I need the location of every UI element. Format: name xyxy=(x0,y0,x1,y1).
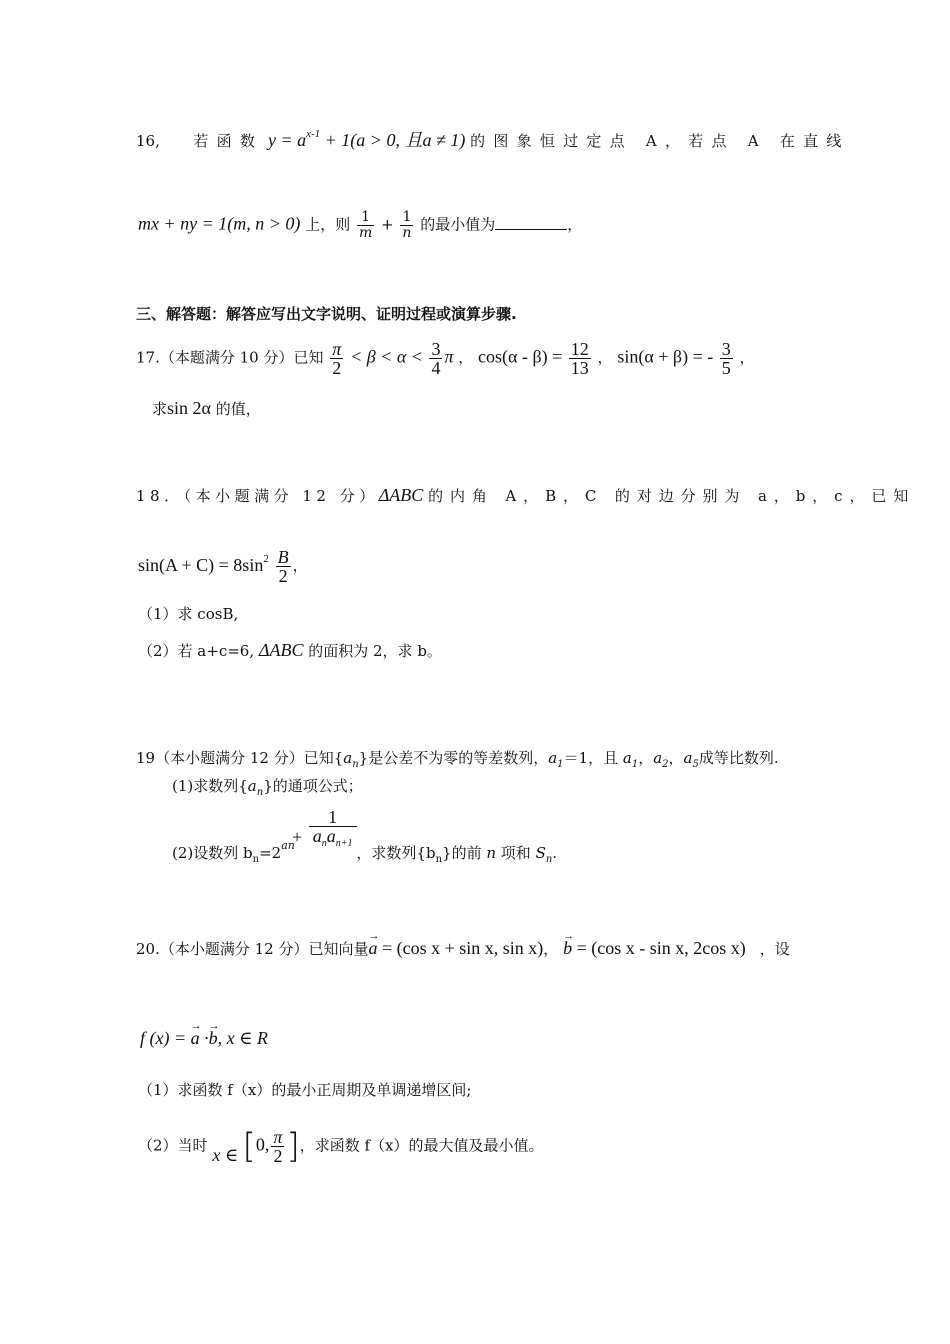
q20-part2 xyxy=(138,1128,544,1165)
q17-line2 xyxy=(152,398,261,419)
q17-sep3: ， xyxy=(739,348,755,367)
q17-ask-expression: sin 2α xyxy=(167,398,211,418)
q20-vector-a: → a xyxy=(368,938,377,958)
q20-zero: 0, xyxy=(255,1134,270,1155)
q18-text1: 的内角 A，B，C 的对边分别为 a，b，c，已知 xyxy=(428,487,916,505)
q17-frac-3-4: $\frac{3}{4}$ xyxy=(431,339,441,378)
q19-a1-second: $a_1$ xyxy=(622,749,639,770)
q19-part2-end: 项和 xyxy=(496,844,536,862)
q19-part1-pre: (1)求数列{ xyxy=(172,777,248,795)
q20-line1 xyxy=(136,938,790,959)
q16-answer-blank xyxy=(495,215,567,230)
q20-sep: ， xyxy=(543,940,559,958)
q17-sep2: ， xyxy=(597,348,613,367)
q19-text2: 成等比数列. xyxy=(698,749,779,767)
q16-number: 16, xyxy=(136,132,160,150)
q19-comma2: ， xyxy=(668,749,684,767)
q17-sep1: ， xyxy=(458,348,474,367)
q19-a2: $a_2$ xyxy=(653,749,669,770)
q18-part2-pre: （2）若 a+c=6, xyxy=(138,642,255,660)
q19-line1 xyxy=(136,748,779,771)
q16-text1: 的图象恒过定点 A，若点 A 在直线 xyxy=(470,132,850,150)
q20-x-in: x ∈ xyxy=(212,1144,243,1165)
q20-set: ，设 xyxy=(759,940,790,958)
q20-function-def xyxy=(140,1028,268,1048)
q19-head: 19（本小题满分 12 分）已知{ xyxy=(136,749,344,767)
q19-sn: $S_n$ xyxy=(535,844,553,865)
q19-part1-post: }的通项公式； xyxy=(263,777,363,795)
q18-part2-triangle: ΔABC xyxy=(258,640,304,660)
q19-exp: an xyxy=(281,839,295,852)
q17-inequality: < β < α < xyxy=(350,346,428,367)
q19-text1: }是公差不为零的等差数列， xyxy=(358,749,549,767)
q16-function: $y = a^{x-1} + 1(a > 0$, 且a ≠ 1) xyxy=(267,128,466,150)
q19-part2-n: n xyxy=(486,844,497,862)
q16-end: ， xyxy=(567,215,583,234)
q19-fraction-body: $\frac{1}{a_na_{n+1}}$ xyxy=(309,808,357,849)
q20-bracket-right: ] xyxy=(286,1126,300,1167)
q20-f-vector-b: → b xyxy=(209,1028,218,1048)
q19-part1-an: $a_n$ xyxy=(247,777,264,798)
q17-ask-pre: 求 xyxy=(152,400,168,418)
q18-equation: $\sin(A + C) = 8\sin^2$ xyxy=(138,552,269,575)
q17-cos-expression: cos(α - β) = xyxy=(478,346,567,367)
q17-head: 17.（本题满分 10 分）已知 xyxy=(136,348,324,367)
q16-line-equation: mx + ny = 1(m, n > 0) xyxy=(138,213,301,234)
q18-part2 xyxy=(138,640,442,661)
q20-vector-a-def: = (cos x + sin x, sin x) xyxy=(377,938,544,958)
q18-equation-line xyxy=(138,548,308,585)
q20-f-pre: f (x) = xyxy=(140,1028,191,1048)
q19-plus: + xyxy=(292,826,303,847)
q19-a5: $a_5$ xyxy=(683,749,699,770)
q18-line1 xyxy=(136,485,915,506)
q16-plus: + xyxy=(381,215,394,234)
q19-dot: . xyxy=(552,844,558,862)
q20-f-post: , x ∈ R xyxy=(217,1028,268,1048)
q18-triangle: ΔABC xyxy=(378,485,424,505)
q16-text3: 的最小值为 xyxy=(420,215,496,234)
q17-pi: π xyxy=(444,346,454,367)
section-3-heading: 三、解答题：解答应写出文字说明、证明过程或演算步骤. xyxy=(136,305,517,323)
q16-fraction-1-n: $\frac{1}{n}$ xyxy=(402,209,412,241)
q20-f-vector-a: → a xyxy=(191,1028,200,1048)
q16-fraction-1-m: $\frac{1}{m}$ xyxy=(358,209,373,241)
q19-eq1: ＝1，且 xyxy=(563,749,623,767)
q19-part2-pre: (2)设数列 b xyxy=(172,844,253,862)
q16-text2: 上，则 xyxy=(305,215,351,234)
q17-frac-pi-2: $\frac{\pi}{2}$ xyxy=(332,339,342,378)
q20-vector-b-def: = (cos x - sin x, 2cos x) xyxy=(572,938,746,958)
q20-head: 20.（本小题满分 12 分）已知向量 xyxy=(136,940,369,958)
q19-bn-sub: n xyxy=(252,854,260,865)
q18-end: ， xyxy=(292,556,308,575)
q17-sin-expression: sin(α + β) = - xyxy=(617,346,718,367)
q19-part2-post: ，求数列{b xyxy=(356,844,436,862)
q20-part2-post: ，求函数 f（x）的最大值及最小值。 xyxy=(299,1136,544,1155)
q18-frac-b-2: $\frac{B}{2}$ xyxy=(277,547,289,586)
q18-part1: （1）求 cosB, xyxy=(138,605,239,623)
q20-frac-pi-2: $\frac{\pi}{2}$ xyxy=(273,1127,283,1166)
q18-part2-post: 的面积为 2，求 b。 xyxy=(308,642,442,660)
q20-f-dot: · xyxy=(199,1028,209,1048)
q20-bracket-left: [ xyxy=(242,1126,256,1167)
q20-part2-pre: （2）当时 xyxy=(138,1136,208,1155)
q16-line1 xyxy=(136,130,850,153)
q19-part2-post2: }的前 xyxy=(442,844,487,862)
q19-a1: $a_1$ xyxy=(548,749,564,770)
q18-head: 18．（本小题满分 12 分） xyxy=(136,487,379,505)
q20-vector-b: → b xyxy=(563,938,572,958)
q19-bn-sub2: n xyxy=(435,854,443,865)
q20-part1: （1）求函数 f（x）的最小正周期及单调递增区间; xyxy=(138,1081,472,1099)
q19-an: $a_n$ xyxy=(343,749,359,770)
q19-comma1: ， xyxy=(638,749,654,767)
q17-frac-12-13: $\frac{12}{13}$ xyxy=(570,339,589,378)
q17-frac-3-5: $\frac{3}{5}$ xyxy=(721,339,731,378)
q19-part1 xyxy=(172,776,363,799)
q17-line1 xyxy=(136,340,755,377)
q16-line2 xyxy=(138,210,582,241)
q19-part2-mid: =2 xyxy=(259,844,282,862)
q17-ask-post: 的值， xyxy=(210,400,261,418)
q19-part2 xyxy=(172,839,558,866)
q16-intro: 若函数 xyxy=(193,132,264,150)
